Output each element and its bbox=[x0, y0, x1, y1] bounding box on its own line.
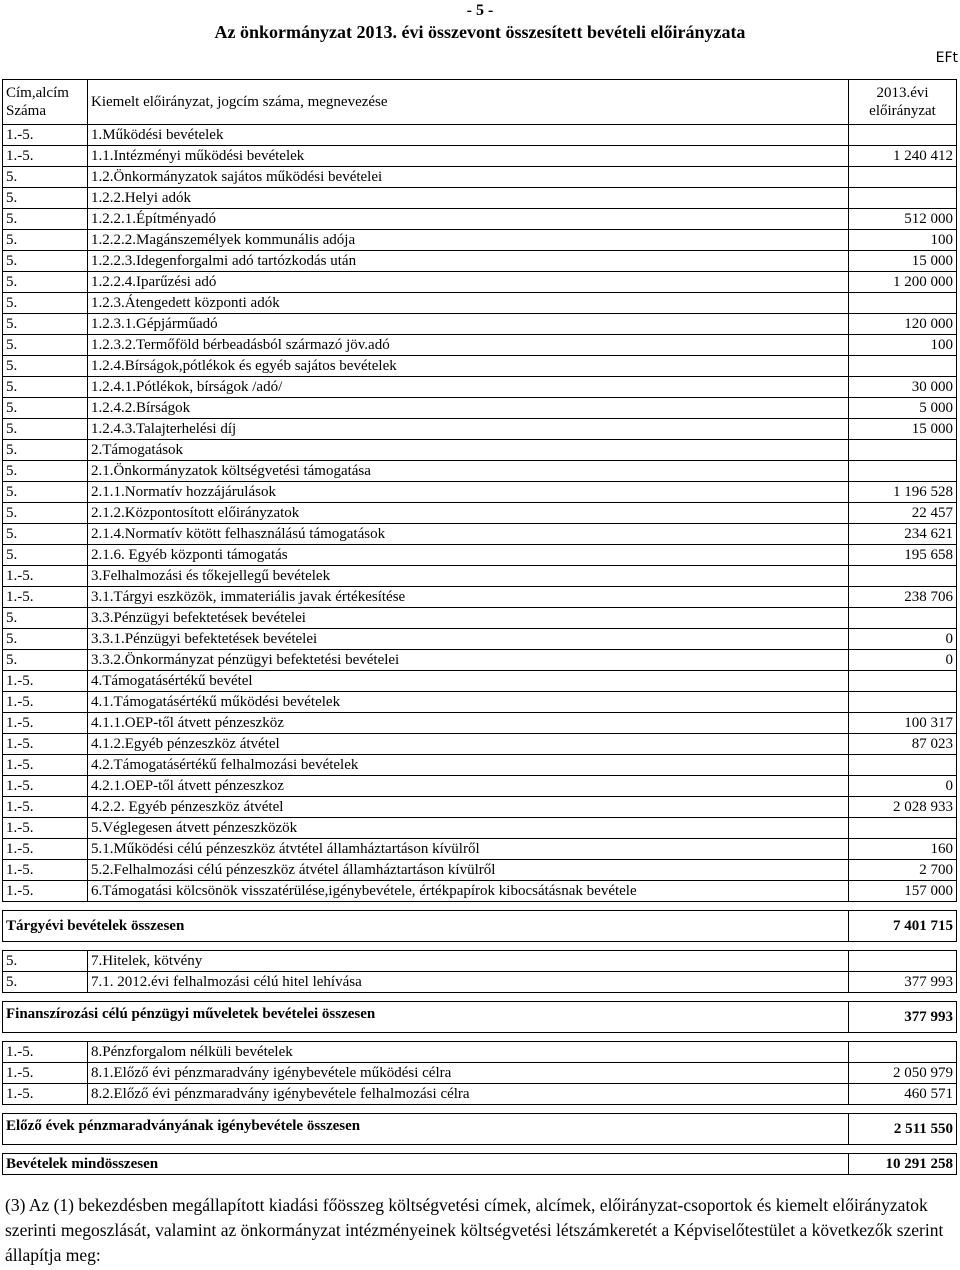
row-code: 5. bbox=[3, 356, 88, 377]
row-description: 4.2.Támogatásértékű felhalmozási bevételek bbox=[88, 755, 849, 776]
row-code: 1.-5. bbox=[3, 734, 88, 755]
row-code: 5. bbox=[3, 650, 88, 671]
row-amount: 2 028 933 bbox=[849, 797, 957, 818]
row-amount: 100 bbox=[849, 230, 957, 251]
row-code: 5. bbox=[3, 545, 88, 566]
page-title: Az önkormányzat 2013. évi összevont összesített bevételi előirányzata bbox=[214, 22, 746, 42]
unit-label: EFt bbox=[935, 50, 958, 66]
row-amount: 512 000 bbox=[849, 209, 957, 230]
row-amount bbox=[849, 671, 957, 692]
row-amount: 234 621 bbox=[849, 524, 957, 545]
row-amount: 30 000 bbox=[849, 377, 957, 398]
row-amount: 377 993 bbox=[849, 972, 957, 993]
row-description: 3.3.2.Önkormányzat pénzügyi befektetési bevételei bbox=[88, 650, 849, 671]
row-code: 5. bbox=[3, 209, 88, 230]
header-description: Kiemelt előirányzat, jogcím száma, megnevezése bbox=[88, 80, 849, 125]
spacer bbox=[3, 1105, 957, 1114]
row-code: 5. bbox=[3, 482, 88, 503]
table-row bbox=[3, 650, 957, 671]
row-amount: 157 000 bbox=[849, 881, 957, 902]
row-description: 5.Véglegesen átvett pénzeszközök bbox=[88, 818, 849, 839]
row-code: 1.-5. bbox=[3, 692, 88, 713]
table-row bbox=[3, 314, 957, 335]
row-amount: 460 571 bbox=[849, 1084, 957, 1105]
table-row bbox=[3, 1063, 957, 1084]
row-amount bbox=[849, 293, 957, 314]
row-amount: 195 658 bbox=[849, 545, 957, 566]
table-row bbox=[3, 713, 957, 734]
row-amount: 100 317 bbox=[849, 713, 957, 734]
row-description: 2.1.1.Normatív hozzájárulások bbox=[88, 482, 849, 503]
row-amount bbox=[849, 1042, 957, 1063]
row-description: 1.2.2.3.Idegenforgalmi adó tartózkodás után bbox=[88, 251, 849, 272]
row-amount bbox=[849, 125, 957, 146]
row-description: 8.Pénzforgalom nélküli bevételek bbox=[88, 1042, 849, 1063]
row-description: 1.2.3.1.Gépjárműadó bbox=[88, 314, 849, 335]
total-amount: 377 993 bbox=[849, 1002, 957, 1033]
table-row bbox=[3, 692, 957, 713]
row-amount: 2 700 bbox=[849, 860, 957, 881]
row-code: 5. bbox=[3, 503, 88, 524]
income-rows bbox=[3, 125, 957, 902]
row-description: 4.2.2. Egyéb pénzeszköz átvétel bbox=[88, 797, 849, 818]
table-row bbox=[3, 188, 957, 209]
table-row bbox=[3, 419, 957, 440]
row-description: 4.1.1.OEP-től átvett pénzeszköz bbox=[88, 713, 849, 734]
table-row bbox=[3, 839, 957, 860]
total-label: Finanszírozási célú pénzügyi műveletek bevételei összesen bbox=[3, 1002, 849, 1033]
row-code: 1.-5. bbox=[3, 797, 88, 818]
page-number: - 5 - bbox=[466, 2, 494, 19]
row-amount bbox=[849, 440, 957, 461]
table-row bbox=[3, 860, 957, 881]
table-row bbox=[3, 755, 957, 776]
total-row-current-year bbox=[3, 911, 957, 942]
table-row bbox=[3, 440, 957, 461]
table-row bbox=[3, 167, 957, 188]
row-description: 1.2.4.3.Talajterhelési díj bbox=[88, 419, 849, 440]
row-amount bbox=[849, 461, 957, 482]
grand-total-row bbox=[3, 1154, 957, 1175]
row-code: 1.-5. bbox=[3, 818, 88, 839]
row-description: 7.Hitelek, kötvény bbox=[88, 951, 849, 972]
row-code: 5. bbox=[3, 293, 88, 314]
grand-total-amount: 10 291 258 bbox=[849, 1154, 957, 1175]
row-description: 3.3.Pénzügyi befektetések bevételei bbox=[88, 608, 849, 629]
row-description: 1.2.2.4.Iparűzési adó bbox=[88, 272, 849, 293]
row-code: 5. bbox=[3, 951, 88, 972]
row-description: 1.2.3.2.Termőföld bérbeadásból származó jöv.adó bbox=[88, 335, 849, 356]
row-code: 1.-5. bbox=[3, 1084, 88, 1105]
row-code: 1.-5. bbox=[3, 776, 88, 797]
spacer bbox=[3, 902, 957, 911]
row-amount: 1 196 528 bbox=[849, 482, 957, 503]
row-amount: 22 457 bbox=[849, 503, 957, 524]
row-description: 2.1.4.Normatív kötött felhasználású támogatások bbox=[88, 524, 849, 545]
row-code: 5. bbox=[3, 608, 88, 629]
row-code: 5. bbox=[3, 167, 88, 188]
row-code: 5. bbox=[3, 461, 88, 482]
table-row bbox=[3, 209, 957, 230]
row-description: 4.2.1.OEP-től átvett pénzeszkoz bbox=[88, 776, 849, 797]
row-amount bbox=[849, 818, 957, 839]
row-code: 5. bbox=[3, 188, 88, 209]
row-amount: 2 050 979 bbox=[849, 1063, 957, 1084]
row-code: 1.-5. bbox=[3, 125, 88, 146]
table-row bbox=[3, 356, 957, 377]
row-amount: 15 000 bbox=[849, 251, 957, 272]
row-description: 3.3.1.Pénzügyi befektetések bevételei bbox=[88, 629, 849, 650]
row-amount: 238 706 bbox=[849, 587, 957, 608]
row-description: 8.2.Előző évi pénzmaradvány igénybevétele felhalmozási célra bbox=[88, 1084, 849, 1105]
table-row bbox=[3, 398, 957, 419]
total-row-residual bbox=[3, 1114, 957, 1145]
table-row bbox=[3, 587, 957, 608]
row-description: 6.Támogatási kölcsönök visszatérülése,igénybevétele, értékpapírok kibocsátásnak bevétele bbox=[88, 881, 849, 902]
table-row bbox=[3, 951, 957, 972]
row-description: 4.1.2.Egyéb pénzeszköz átvétel bbox=[88, 734, 849, 755]
row-description: 2.1.Önkormányzatok költségvetési támogatása bbox=[88, 461, 849, 482]
total-amount: 2 511 550 bbox=[849, 1114, 957, 1145]
row-code: 1.-5. bbox=[3, 671, 88, 692]
table-row bbox=[3, 461, 957, 482]
row-amount bbox=[849, 755, 957, 776]
row-code: 5. bbox=[3, 251, 88, 272]
row-amount bbox=[849, 188, 957, 209]
spacer bbox=[3, 942, 957, 951]
table-row bbox=[3, 629, 957, 650]
table-row bbox=[3, 230, 957, 251]
row-amount: 1 200 000 bbox=[849, 272, 957, 293]
residual-rows bbox=[3, 1042, 957, 1105]
header-code: Cím,alcím Száma bbox=[3, 80, 88, 125]
table-row bbox=[3, 776, 957, 797]
row-description: 8.1.Előző évi pénzmaradvány igénybevétele működési célra bbox=[88, 1063, 849, 1084]
row-code: 5. bbox=[3, 419, 88, 440]
budget-table bbox=[2, 79, 957, 1175]
table-row bbox=[3, 272, 957, 293]
row-amount: 5 000 bbox=[849, 398, 957, 419]
row-description: 5.1.Működési célú pénzeszköz átvtétel államháztartáson kívülről bbox=[88, 839, 849, 860]
row-description: 2.1.2.Központosított előirányzatok bbox=[88, 503, 849, 524]
total-label: Előző évek pénzmaradványának igénybevétele összesen bbox=[3, 1114, 849, 1145]
row-code: 1.-5. bbox=[3, 713, 88, 734]
row-amount: 1 240 412 bbox=[849, 146, 957, 167]
table-row bbox=[3, 671, 957, 692]
table-row bbox=[3, 566, 957, 587]
table-row bbox=[3, 377, 957, 398]
row-code: 5. bbox=[3, 629, 88, 650]
row-amount: 0 bbox=[849, 776, 957, 797]
row-code: 1.-5. bbox=[3, 839, 88, 860]
table-row bbox=[3, 818, 957, 839]
spacer bbox=[3, 1033, 957, 1042]
row-amount: 15 000 bbox=[849, 419, 957, 440]
row-description: 1.2.2.2.Magánszemélyek kommunális adója bbox=[88, 230, 849, 251]
table-row bbox=[3, 125, 957, 146]
row-description: 1.2.4.2.Bírságok bbox=[88, 398, 849, 419]
table-row bbox=[3, 608, 957, 629]
row-description: 2.1.6. Egyéb központi támogatás bbox=[88, 545, 849, 566]
row-code: 5. bbox=[3, 377, 88, 398]
row-amount: 100 bbox=[849, 335, 957, 356]
row-code: 1.-5. bbox=[3, 587, 88, 608]
row-description: 7.1. 2012.évi felhalmozási célú hitel lehívása bbox=[88, 972, 849, 993]
row-code: 5. bbox=[3, 230, 88, 251]
total-row-financing bbox=[3, 1002, 957, 1033]
row-description: 1.2.2.Helyi adók bbox=[88, 188, 849, 209]
row-description: 1.2.Önkormányzatok sajátos működési bevételei bbox=[88, 167, 849, 188]
table-row bbox=[3, 881, 957, 902]
total-amount: 7 401 715 bbox=[849, 911, 957, 942]
row-code: 5. bbox=[3, 972, 88, 993]
row-code: 5. bbox=[3, 398, 88, 419]
header-row bbox=[3, 80, 957, 125]
spacer bbox=[3, 1145, 957, 1154]
row-amount: 87 023 bbox=[849, 734, 957, 755]
row-description: 3.1.Tárgyi eszközök, immateriális javak értékesítése bbox=[88, 587, 849, 608]
row-code: 1.-5. bbox=[3, 755, 88, 776]
row-amount: 120 000 bbox=[849, 314, 957, 335]
row-amount bbox=[849, 167, 957, 188]
row-code: 1.-5. bbox=[3, 881, 88, 902]
total-label: Tárgyévi bevételek összesen bbox=[3, 911, 849, 942]
row-description: 1.1.Intézményi működési bevételek bbox=[88, 146, 849, 167]
row-amount bbox=[849, 566, 957, 587]
row-description: 1.Működési bevételek bbox=[88, 125, 849, 146]
row-description: 1.2.3.Átengedett központi adók bbox=[88, 293, 849, 314]
row-code: 1.-5. bbox=[3, 566, 88, 587]
row-code: 5. bbox=[3, 440, 88, 461]
row-code: 1.-5. bbox=[3, 1042, 88, 1063]
row-code: 5. bbox=[3, 314, 88, 335]
row-amount bbox=[849, 692, 957, 713]
row-description: 4.Támogatásértékű bevétel bbox=[88, 671, 849, 692]
row-code: 5. bbox=[3, 272, 88, 293]
row-amount: 0 bbox=[849, 629, 957, 650]
grand-total-label: Bevételek mindösszesen bbox=[3, 1154, 849, 1175]
row-amount bbox=[849, 356, 957, 377]
row-code: 1.-5. bbox=[3, 146, 88, 167]
row-code: 1.-5. bbox=[3, 1063, 88, 1084]
row-description: 1.2.2.1.Építményadó bbox=[88, 209, 849, 230]
table-row bbox=[3, 524, 957, 545]
row-description: 1.2.4.1.Pótlékok, bírságok /adó/ bbox=[88, 377, 849, 398]
table-row bbox=[3, 482, 957, 503]
row-description: 3.Felhalmozási és tőkejellegű bevételek bbox=[88, 566, 849, 587]
table-row bbox=[3, 251, 957, 272]
row-amount: 0 bbox=[849, 650, 957, 671]
row-code: 1.-5. bbox=[3, 860, 88, 881]
row-amount: 160 bbox=[849, 839, 957, 860]
row-amount bbox=[849, 951, 957, 972]
row-amount bbox=[849, 608, 957, 629]
row-description: 2.Támogatások bbox=[88, 440, 849, 461]
table-row bbox=[3, 797, 957, 818]
spacer bbox=[3, 993, 957, 1002]
table-row bbox=[3, 503, 957, 524]
table-row bbox=[3, 545, 957, 566]
paragraph-text: (3) Az (1) bekezdésben megállapított kiadási főösszeg költségvetési címek, alcímek, előirányzat-csoportok és kiemelt előirányzatok szerinti megoszlását, valamint az önkormányzat intézményeinek költségvetési létszámkeretét a Képviselőtestület a következők szerint állapítja meg: bbox=[5, 1195, 944, 1265]
row-code: 5. bbox=[3, 524, 88, 545]
table-row bbox=[3, 335, 957, 356]
row-description: 1.2.4.Bírságok,pótlékok és egyéb sajátos bevételek bbox=[88, 356, 849, 377]
table-row bbox=[3, 293, 957, 314]
row-code: 5. bbox=[3, 335, 88, 356]
table-row bbox=[3, 146, 957, 167]
table-row bbox=[3, 972, 957, 993]
row-description: 5.2.Felhalmozási célú pénzeszköz átvétel államháztartáson kívülről bbox=[88, 860, 849, 881]
table-row bbox=[3, 734, 957, 755]
table-row bbox=[3, 1084, 957, 1105]
financing-rows bbox=[3, 951, 957, 993]
table-row bbox=[3, 1042, 957, 1063]
header-amount: 2013.évi előirányzat bbox=[849, 80, 957, 125]
row-description: 4.1.Támogatásértékű működési bevételek bbox=[88, 692, 849, 713]
